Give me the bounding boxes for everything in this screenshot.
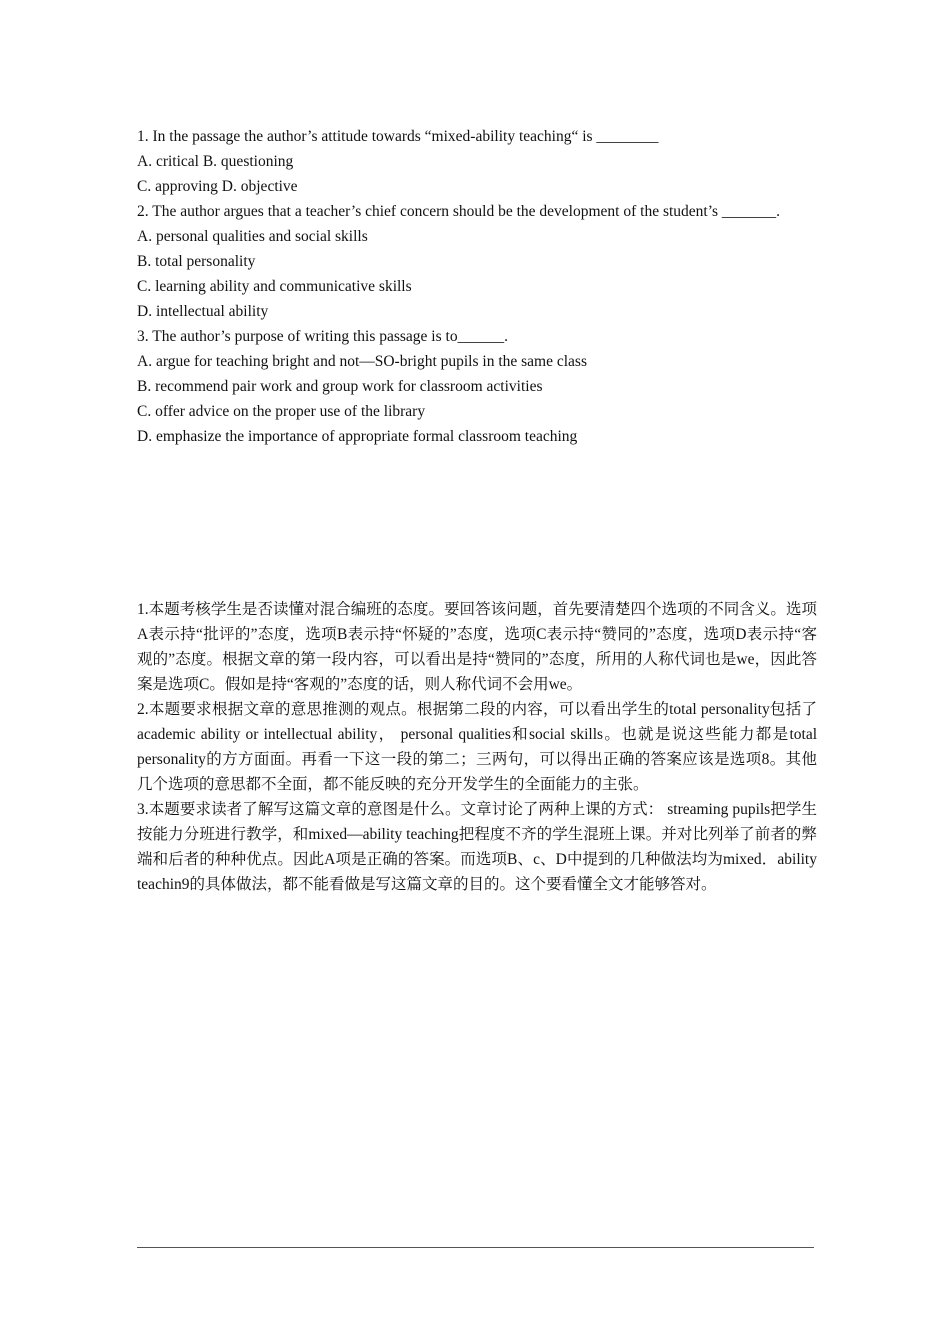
questions-section (137, 124, 814, 449)
footer-divider (137, 1247, 814, 1248)
question-3-option-b: B. recommend pair work and group work for classroom activities (137, 378, 543, 395)
question-2-option-d: D. intellectual ability (137, 303, 269, 320)
question-3-option-c: C. offer advice on the proper use of the library (137, 403, 426, 420)
question-1-option-line: A. critical B. questioning (137, 153, 294, 170)
question-3-stem: 3. The author’s purpose of writing this passage is to______. (137, 328, 508, 345)
question-2-option-b: B. total personality (137, 253, 256, 270)
analysis-section (137, 597, 817, 897)
analysis-paragraph-2: 2.本题要求根据文章的意思推测的观点。根据第二段的内容，可以看出学生的total personality包括了academic ability or intellectual ability， personal qualities和social skills。也就是说这些能力都是total personality的方方面面。再看一下这一段的第二；三两句，可以得出正确的答案应该是选项8。其他几个选项的意思都不全面，都不能反映的充分开发学生的全面能力的主张。 (137, 701, 817, 793)
analysis-paragraph-3: 3.本题要求读者了解写这篇文章的意图是什么。文章讨论了两种上课的方式： streaming pupils把学生按能力分班进行教学，和mixed—ability teaching把程度不齐的学生混班上课。并对比列举了前者的弊端和后者的种种优点。因此A项是正确的答案。而选项B、c、D中提到的几种做法均为mixed．ability teachin9的具体做法，都不能看做是写这篇文章的目的。这个要看懂全文才能够答对。 (137, 801, 817, 893)
analysis-paragraph-1: 1.本题考核学生是否读懂对混合编班的态度。要回答该问题，首先要清楚四个选项的不同含义。选项A表示持“批评的”态度，选项B表示持“怀疑的”态度，选项C表示持“赞同的”态度，选项D表示持“客观的”态度。根据文章的第一段内容，可以看出是持“赞同的”态度，所用的人称代词也是we，因此答案是选项C。假如是持“客观的”态度的话，则人称代词不会用we。 (137, 601, 817, 693)
question-2-stem: 2. The author argues that a teacher’s chief concern should be the development of the student’s _______. (137, 203, 781, 220)
question-3-option-d: D. emphasize the importance of appropriate formal classroom teaching (137, 428, 578, 445)
question-1-option-line: C. approving D. objective (137, 178, 298, 195)
question-2-option-c: C. learning ability and communicative skills (137, 278, 412, 295)
question-2-option-a: A. personal qualities and social skills (137, 228, 368, 245)
question-1-stem: 1. In the passage the author’s attitude towards “mixed-ability teaching“ is ________ (137, 128, 659, 145)
question-3-option-a: A. argue for teaching bright and not—SO-bright pupils in the same class (137, 353, 587, 370)
